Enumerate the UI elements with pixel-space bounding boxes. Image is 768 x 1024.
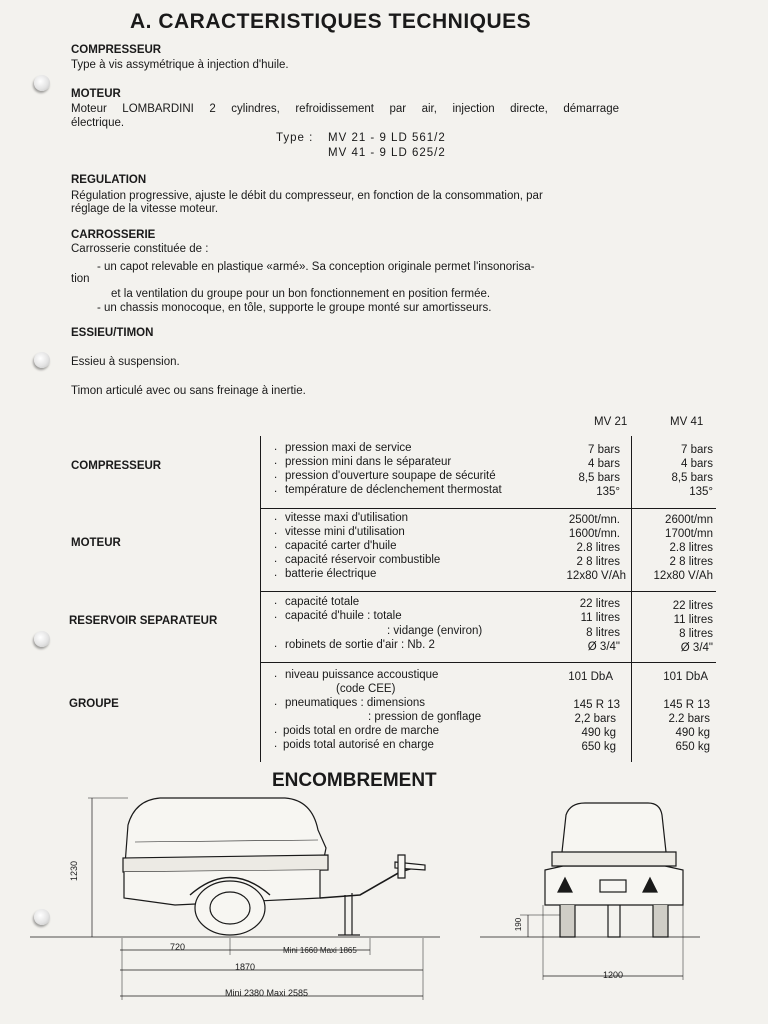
table-row-label: poids total autorisé en charge — [283, 739, 434, 751]
section-heading-essieu: ESSIEU/TIMON — [71, 327, 154, 339]
row-bullet: . — [274, 638, 278, 650]
table-row-label: (code CEE) — [336, 683, 396, 695]
table-row-mv21: 2.8 litres — [576, 542, 620, 554]
table-row-mv21: 101 DbA — [568, 671, 613, 683]
table-row-label: batterie électrique — [285, 568, 377, 580]
dimension-axle-label: Mini 1660 Maxi 1865 — [283, 946, 357, 955]
regulation-line-1: Régulation progressive, ajuste le débit du compresseur, en fonction de la consommation, par — [71, 190, 543, 202]
table-row-mv41: Ø 3/4" — [680, 642, 713, 654]
section-heading-regulation: REGULATION — [71, 174, 147, 186]
column-header-mv41: MV 41 — [670, 416, 704, 428]
table-row-label: pression d'ouverture soupape de sécurité — [285, 470, 496, 482]
group-label-groupe: GROUPE — [69, 698, 119, 710]
carrosserie-line-4: et la ventilation du groupe pour un bon fonctionnement en position fermée. — [111, 288, 491, 300]
table-row-mv41: 2.8 litres — [669, 542, 713, 554]
moteur-type-1: MV 21 - 9 LD 561/2 — [328, 132, 446, 144]
row-bullet: . — [274, 696, 278, 708]
moteur-line-1: Moteur LOMBARDINI 2 cylindres, refroidissement par air, injection directe, démarrage — [71, 103, 619, 115]
row-bullet: . — [274, 553, 278, 565]
dimension-190-label: 190 — [514, 917, 524, 932]
table-row-mv41: 11 litres — [673, 614, 713, 626]
table-row-mv21: 22 litres — [579, 598, 620, 610]
table-row-mv41: 2 8 litres — [669, 556, 713, 568]
table-row-mv21: 2500t/mn. — [568, 514, 620, 526]
table-row-mv41: 650 kg — [675, 741, 710, 753]
table-row-mv41: 4 bars — [681, 458, 713, 470]
table-row-mv21: 1600t/mn. — [568, 528, 620, 540]
row-bullet: . — [274, 469, 278, 481]
table-row-mv21: 650 kg — [581, 741, 616, 753]
table-row-mv21: 8,5 bars — [578, 472, 620, 484]
table-row-label: pression maxi de service — [285, 442, 412, 454]
table-row-mv41: 490 kg — [675, 727, 710, 739]
table-row-mv41: 2.2 bars — [668, 713, 710, 725]
section-heading-carrosserie: CARROSSERIE — [71, 229, 156, 241]
table-row-mv21: 12x80 V/Ah — [566, 570, 626, 582]
table-row-mv41: 8 litres — [679, 628, 713, 640]
page-title: A. CARACTERISTIQUES TECHNIQUES — [130, 10, 532, 33]
table-row-mv21: 8 litres — [586, 627, 620, 639]
row-bullet: . — [274, 455, 278, 467]
table-row-label: température de déclenchement thermostat — [285, 484, 502, 496]
row-bullet: . — [274, 668, 278, 680]
table-row-label: pression mini dans le séparateur — [285, 456, 452, 468]
carrosserie-line-5: - un chassis monocoque, en tôle, supporte le groupe monté sur amortisseurs. — [97, 302, 492, 314]
dimension-720-label: 720 — [170, 942, 186, 952]
table-row-label: capacité totale — [285, 596, 360, 608]
table-row-mv21: 490 kg — [581, 727, 616, 739]
compresseur-text: Type à vis assymétrique à injection d'huile. — [71, 59, 289, 71]
table-row-mv21: 145 R 13 — [573, 699, 620, 711]
table-row-mv21: 7 bars — [588, 444, 620, 456]
table-row-mv21: Ø 3/4" — [587, 641, 620, 653]
table-row-label: pneumatiques : dimensions — [285, 697, 425, 709]
group-label-reservoir: RESERVOIR SEPARATEUR — [69, 615, 218, 627]
row-bullet: . — [274, 483, 278, 495]
table-row-label: : vidange (environ) — [387, 625, 483, 637]
moteur-type-label: Type : — [276, 132, 314, 144]
column-header-mv21: MV 21 — [594, 416, 628, 428]
table-row-label: capacité d'huile : totale — [285, 610, 402, 622]
table-row-mv41: 135° — [689, 486, 713, 498]
carrosserie-line-2: - un capot relevable en plastique «armé». Sa conception originale permet l'insonorisa- — [97, 261, 535, 273]
table-row-label: capacité carter d'huile — [285, 540, 397, 552]
section-heading-moteur: MOTEUR — [71, 88, 121, 100]
table-row-mv41: 101 DbA — [663, 671, 708, 683]
dimension-total-label: Mini 2380 Maxi 2585 — [225, 988, 309, 998]
table-row-mv41: 1700t/mn — [665, 528, 713, 540]
moteur-type-2: MV 41 - 9 LD 625/2 — [328, 147, 446, 159]
carrosserie-line-3: tion — [71, 273, 90, 285]
table-row-mv41: 7 bars — [681, 444, 713, 456]
moteur-line-2: électrique. — [71, 117, 125, 129]
row-bullet: . — [274, 539, 278, 551]
row-bullet: . — [274, 511, 278, 523]
row-bullet: . — [274, 724, 278, 736]
table-row-label: niveau puissance accoustique — [285, 669, 439, 681]
section-heading-compresseur: COMPRESSEUR — [71, 44, 162, 56]
row-bullet: . — [274, 525, 278, 537]
regulation-line-2: réglage de la vitesse moteur. — [71, 203, 219, 215]
carrosserie-line-1: Carrosserie constituée de : — [71, 243, 209, 255]
table-row-mv21: 135° — [596, 486, 620, 498]
encombrement-heading: ENCOMBREMENT — [272, 770, 437, 791]
table-row-mv21: 4 bars — [588, 458, 620, 470]
row-bullet: . — [274, 609, 278, 621]
table-row-label: capacité réservoir combustible — [285, 554, 441, 566]
table-row-mv21: 2 8 litres — [576, 556, 620, 568]
row-bullet: . — [274, 441, 278, 453]
dimension-1870-label: 1870 — [235, 962, 256, 972]
table-row-label: vitesse mini d'utilisation — [285, 526, 405, 538]
table-row-mv21: 2,2 bars — [574, 713, 616, 725]
table-row-mv41: 12x80 V/Ah — [653, 570, 713, 582]
table-row-mv41: 2600t/mn — [665, 514, 713, 526]
table-row-label: vitesse maxi d'utilisation — [285, 512, 408, 524]
table-row-label: : pression de gonflage — [368, 711, 482, 723]
essieu-line-2: Timon articulé avec ou sans freinage à inertie. — [71, 385, 306, 397]
dimension-height-label: 1230 — [69, 860, 80, 882]
row-bullet: . — [274, 567, 278, 579]
dimension-1200-label: 1200 — [603, 970, 624, 980]
group-label-moteur: MOTEUR — [71, 537, 121, 549]
table-row-mv41: 8,5 bars — [671, 472, 713, 484]
essieu-line-1: Essieu à suspension. — [71, 356, 180, 368]
table-row-label: poids total en ordre de marche — [283, 725, 439, 737]
table-row-mv41: 22 litres — [672, 600, 713, 612]
group-label-compresseur: COMPRESSEUR — [71, 460, 162, 472]
row-bullet: . — [274, 738, 278, 750]
table-row-mv21: 11 litres — [580, 612, 620, 624]
table-row-mv41: 145 R 13 — [663, 699, 710, 711]
row-bullet: . — [274, 595, 278, 607]
table-row-label: robinets de sortie d'air : Nb. 2 — [285, 639, 435, 651]
